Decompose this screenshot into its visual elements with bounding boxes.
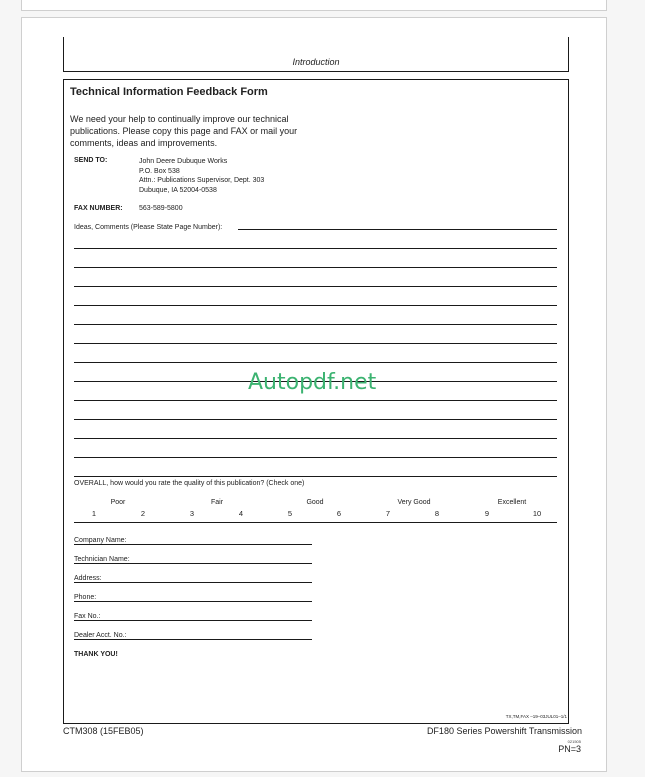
rating-option-7[interactable]: 7 bbox=[385, 509, 391, 518]
comment-line[interactable] bbox=[74, 362, 557, 363]
dealer-acct-label: Dealer Acct. No.: bbox=[74, 632, 127, 639]
fax-label: FAX NUMBER: bbox=[74, 205, 123, 212]
watermark: Autopdf.net bbox=[248, 370, 377, 395]
send-to-label: SEND TO: bbox=[74, 157, 108, 164]
comment-line[interactable] bbox=[74, 343, 557, 344]
comment-line[interactable] bbox=[74, 324, 557, 325]
rating-option-5[interactable]: 5 bbox=[287, 509, 293, 518]
rating-label-poor: Poor bbox=[110, 499, 126, 506]
date-code: 021505 bbox=[567, 739, 581, 744]
comment-line[interactable] bbox=[74, 305, 557, 306]
page-number: PN=3 bbox=[558, 744, 581, 754]
reference-code: TX,TM,FAX –19–03JUL01–1/1 bbox=[505, 714, 567, 719]
fax-no-label: Fax No.: bbox=[74, 613, 101, 620]
form-title: Technical Information Feedback Form bbox=[70, 86, 268, 98]
phone-label: Phone: bbox=[74, 594, 97, 601]
rating-label-good: Good bbox=[306, 499, 324, 506]
comment-line[interactable] bbox=[74, 286, 557, 287]
rating-option-10[interactable]: 10 bbox=[532, 509, 542, 518]
rating-option-9[interactable]: 9 bbox=[484, 509, 490, 518]
rating-label-excellent: Excellent bbox=[497, 499, 527, 506]
header-bottom-rule bbox=[63, 71, 569, 72]
comment-line[interactable] bbox=[238, 229, 557, 230]
rating-option-2[interactable]: 2 bbox=[140, 509, 146, 518]
technician-name-label: Technician Name: bbox=[74, 556, 130, 563]
technician-name-line[interactable] bbox=[74, 563, 312, 564]
section-title: Introduction bbox=[292, 57, 340, 67]
rating-question: OVERALL, how would you rate the quality of this publication? (Check one) bbox=[74, 480, 305, 487]
fax-no-line[interactable] bbox=[74, 620, 312, 621]
fax-number: 563-589-5800 bbox=[139, 205, 183, 212]
rating-option-8[interactable]: 8 bbox=[434, 509, 440, 518]
mailing-address bbox=[139, 157, 264, 195]
comment-line[interactable] bbox=[74, 476, 557, 477]
rating-label-very-good: Very Good bbox=[397, 499, 431, 506]
rating-option-3[interactable]: 3 bbox=[189, 509, 195, 518]
address-line: John Deere Dubuque Works bbox=[139, 158, 228, 165]
comment-line[interactable] bbox=[74, 438, 557, 439]
address-line-field[interactable] bbox=[74, 582, 312, 583]
company-name-line[interactable] bbox=[74, 544, 312, 545]
thank-you: THANK YOU! bbox=[74, 651, 118, 658]
comment-line[interactable] bbox=[74, 248, 557, 249]
dealer-acct-line[interactable] bbox=[74, 639, 312, 640]
address-line: Attn.: Publications Supervisor, Dept. 303 bbox=[139, 177, 265, 184]
comment-line[interactable] bbox=[74, 400, 557, 401]
manual-id: CTM308 (15FEB05) bbox=[63, 726, 144, 736]
comment-line[interactable] bbox=[74, 419, 557, 420]
address-label: Address: bbox=[74, 575, 102, 582]
previous-page-card bbox=[21, 0, 607, 11]
form-intro: We need your help to continually improve our technical publications. Please copy this page and FAX or mail your comments, ideas and improvements. bbox=[70, 114, 298, 148]
manual-title: DF180 Series Powershift Transmission bbox=[426, 726, 582, 736]
address-line: Dubuque, IA 52004-0538 bbox=[139, 186, 217, 194]
comment-line[interactable] bbox=[74, 457, 557, 458]
rating-option-6[interactable]: 6 bbox=[336, 509, 342, 518]
rating-option-4[interactable]: 4 bbox=[238, 509, 244, 518]
ideas-label: Ideas, Comments (Please State Page Number): bbox=[74, 224, 223, 231]
rating-option-1[interactable]: 1 bbox=[91, 509, 97, 518]
company-name-label: Company Name: bbox=[74, 537, 127, 544]
rating-rule bbox=[74, 522, 557, 523]
address-line: P.O. Box 538 bbox=[139, 167, 180, 175]
rating-label-fair: Fair bbox=[210, 499, 224, 506]
phone-line[interactable] bbox=[74, 601, 312, 602]
comment-line[interactable] bbox=[74, 267, 557, 268]
